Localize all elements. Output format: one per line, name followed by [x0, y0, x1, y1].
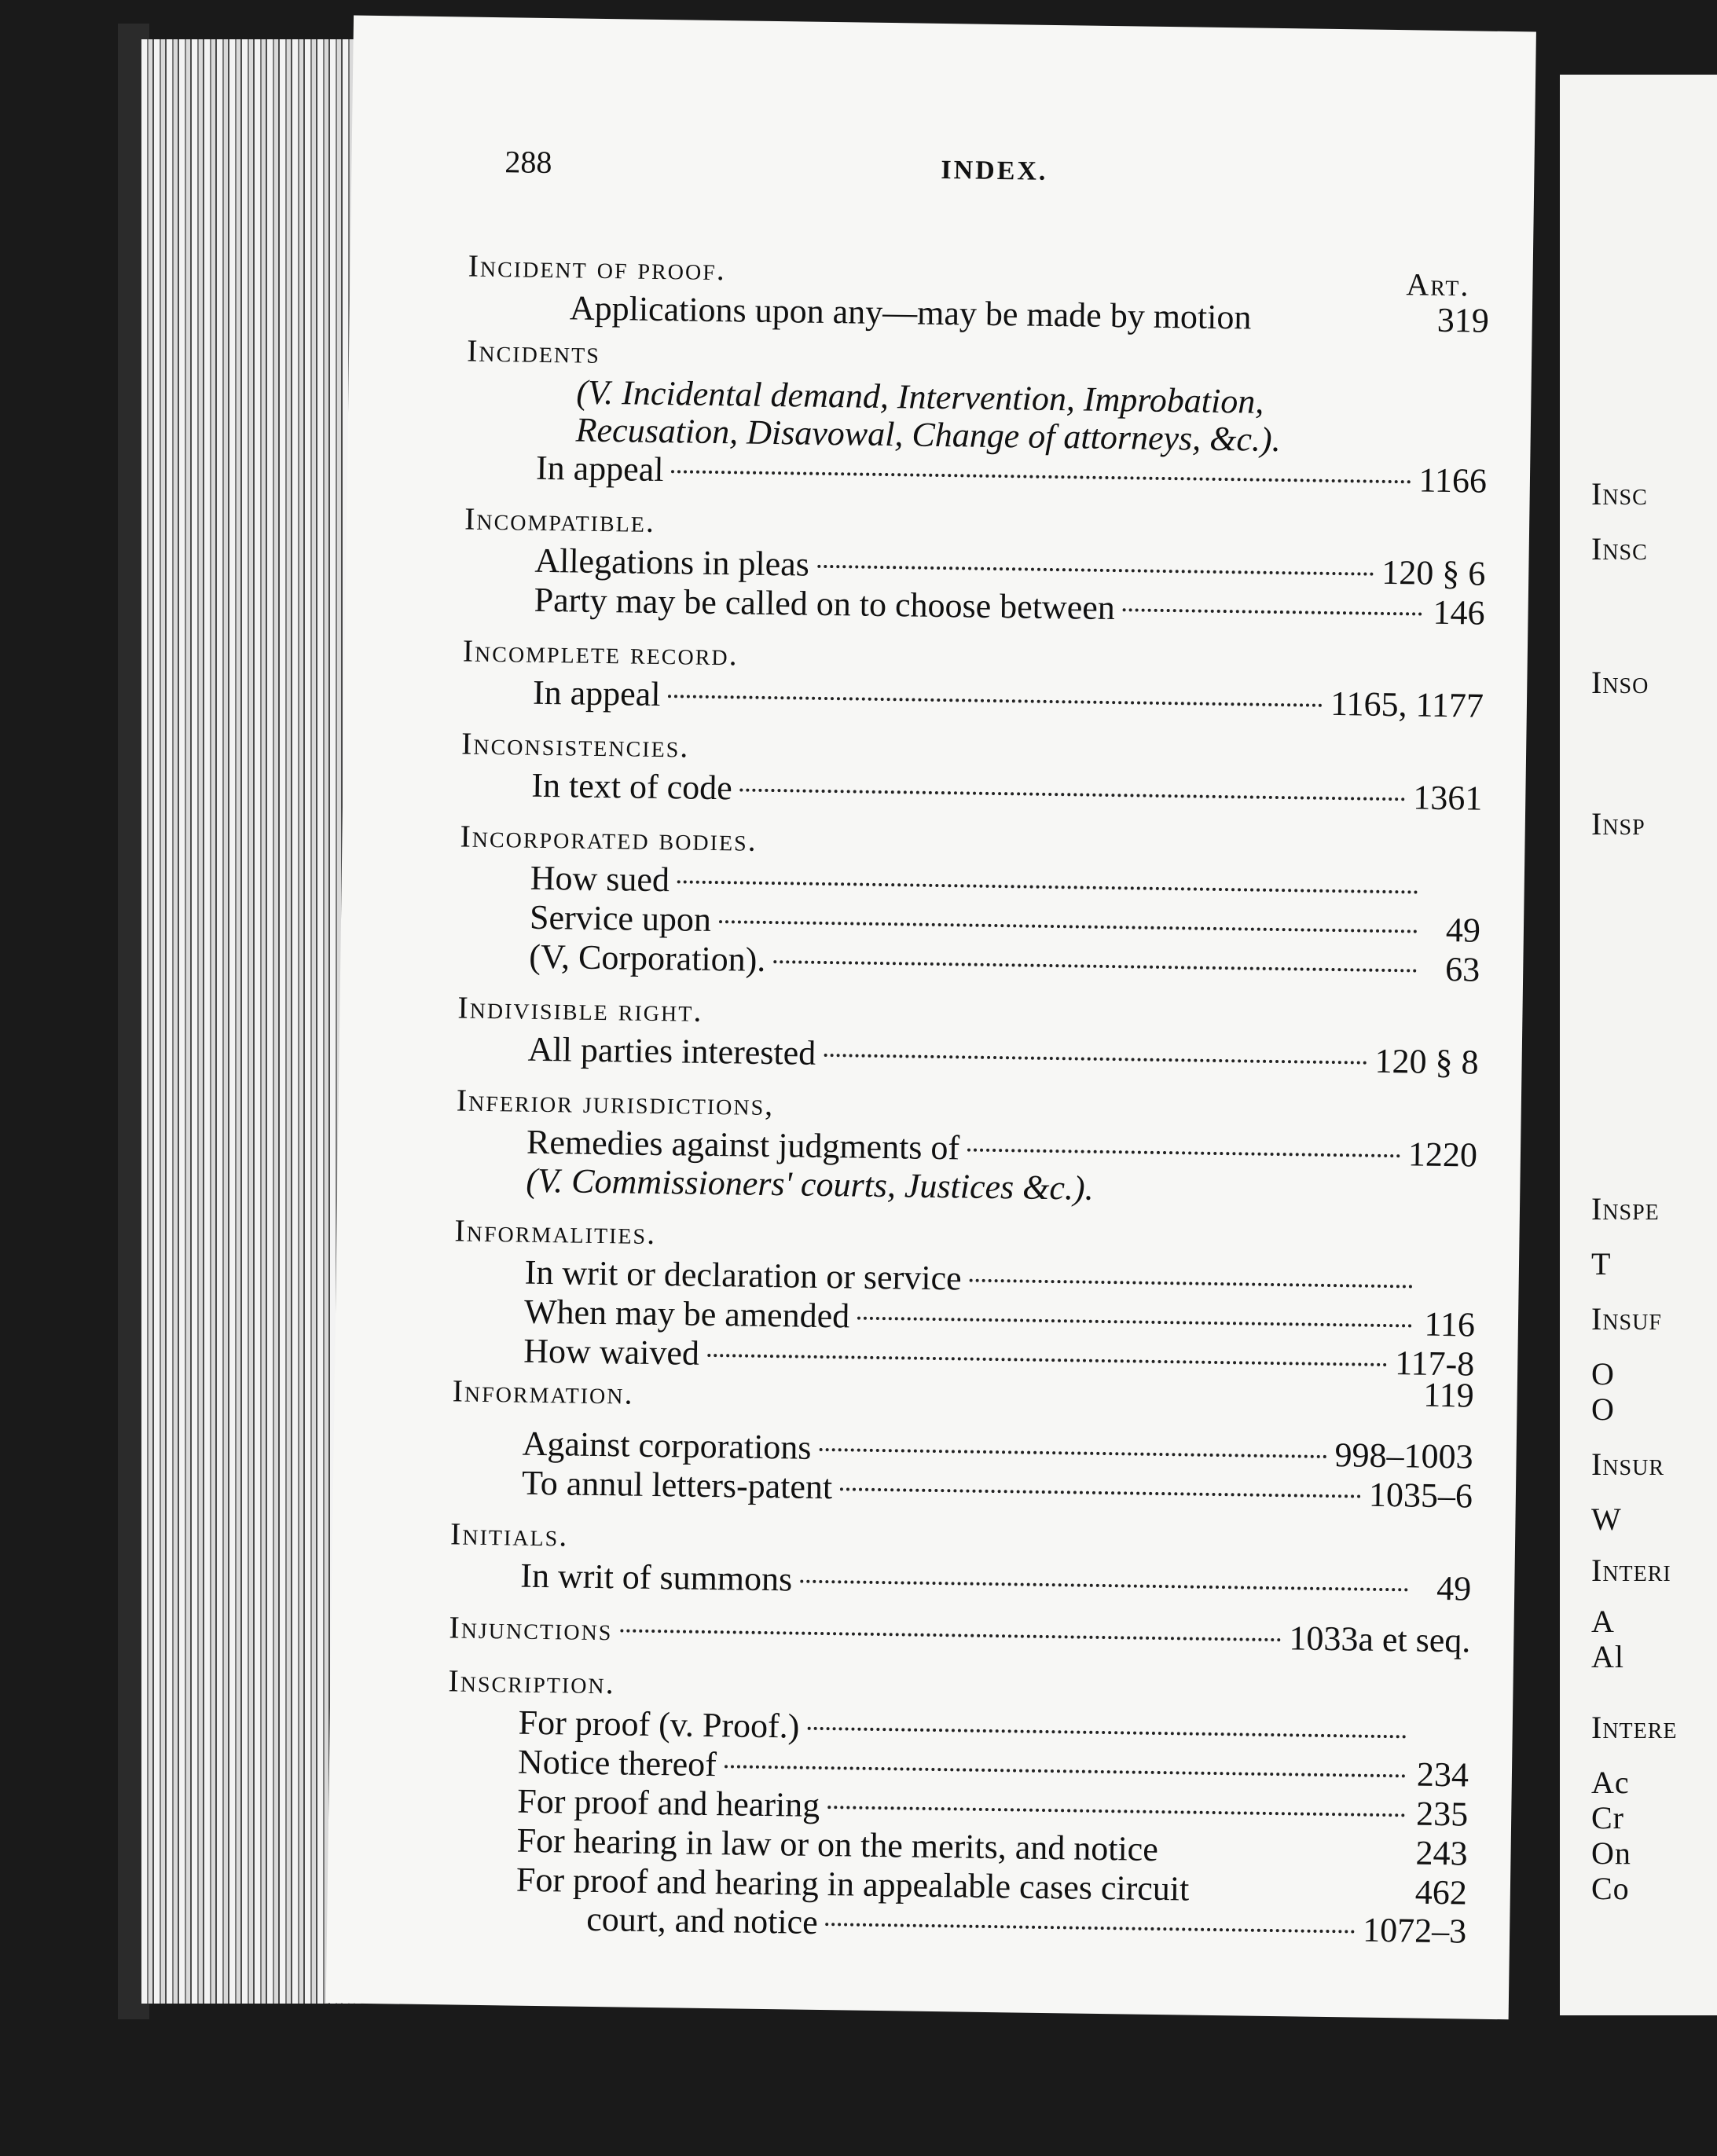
index-heading: Incident of proof.	[468, 248, 727, 288]
entry-ref: 1165, 1177	[1330, 684, 1484, 725]
entry-text: Remedies against judgments of	[526, 1122, 960, 1168]
leader-dots	[668, 695, 1323, 707]
leader-dots	[677, 880, 1418, 893]
index-heading: Inconsistencies.	[460, 725, 690, 764]
entry-text: For proof and hearing	[517, 1781, 820, 1824]
fragment: Insp	[1591, 806, 1645, 842]
leader-dots	[970, 1279, 1413, 1289]
article-column-label: Art.	[1406, 266, 1470, 303]
index-heading: Inferior jurisdictions,	[456, 1082, 775, 1123]
leader-dots	[857, 1317, 1412, 1328]
fragment: Interi	[1591, 1553, 1671, 1588]
leader-dots	[740, 788, 1406, 801]
index-heading: Informalities.	[454, 1212, 657, 1252]
running-head	[351, 141, 1535, 204]
entry-ref: 116	[1424, 1304, 1476, 1344]
entry-text: Party may be called on to choose between	[534, 580, 1116, 628]
heading-text: Injunctions	[449, 1609, 613, 1648]
entry-text: For proof (v. Proof.)	[518, 1703, 800, 1746]
page-number: 288	[504, 144, 552, 181]
entry-text: Against corporations	[522, 1424, 812, 1467]
entry-text: Service upon	[529, 897, 712, 939]
leader-dots	[824, 1054, 1367, 1065]
fragment: Insuf	[1591, 1301, 1662, 1336]
fragment: Insc	[1591, 476, 1648, 512]
entry-ref: 319	[1436, 300, 1490, 340]
entry-text: All parties interested	[527, 1029, 816, 1072]
entry-text: When may be amended	[523, 1292, 850, 1336]
fragment: Cr	[1591, 1800, 1624, 1835]
entry-ref: 120 § 6	[1381, 552, 1486, 593]
leader-dots	[826, 1923, 1356, 1933]
leader-dots	[1123, 608, 1422, 615]
entry-ref: 49	[1445, 911, 1481, 950]
index-heading: Information.	[452, 1373, 634, 1411]
index-heading: Incompatible.	[464, 500, 656, 539]
entry-text: How waived	[523, 1331, 700, 1373]
entry-text: In appeal	[532, 673, 661, 714]
index-page	[326, 15, 1536, 2019]
fragment: Co	[1591, 1871, 1630, 1906]
entry-ref: 117-8	[1394, 1344, 1475, 1384]
entry-ref: 1035–6	[1368, 1475, 1473, 1516]
entry-ref: 998–1003	[1334, 1436, 1473, 1476]
index-heading-with-ref	[449, 1605, 1471, 1663]
entry-ref: 1220	[1407, 1135, 1478, 1175]
see-also-note: (V. Incidental demand, Intervention, Improbation, Recusation, Disavowal, Change of attorneys, &c.).	[575, 372, 1281, 460]
entry-ref: 63	[1444, 950, 1480, 989]
index-heading: Inscription.	[448, 1663, 616, 1701]
fragment: O	[1591, 1356, 1615, 1392]
index-heading: Initials.	[449, 1516, 569, 1553]
index-heading: Incorporated bodies.	[460, 818, 758, 858]
entry-text: How sued	[530, 858, 670, 900]
entry-ref: 49	[1436, 1568, 1472, 1608]
entry-ref: 1072–3	[1362, 1910, 1467, 1951]
index-heading: Indivisible right.	[457, 989, 703, 1028]
entry-text: In writ or declaration or service	[524, 1252, 962, 1298]
leader-dots	[620, 1629, 1281, 1641]
index-list	[445, 245, 1490, 1951]
fragment: W	[1591, 1502, 1622, 1537]
leader-dots	[817, 565, 1374, 576]
fragment: On	[1591, 1835, 1631, 1871]
entry-ref: 234	[1416, 1754, 1469, 1795]
entry-text: For proof and hearing in appealable cases circuit	[515, 1860, 1190, 1908]
index-heading: Incomplete record.	[462, 632, 739, 673]
adjacent-page-fragment	[1560, 75, 1717, 2015]
entry-ref: 120 § 8	[1374, 1041, 1479, 1082]
entry-ref	[1420, 1296, 1475, 1297]
entry-ref: 146	[1433, 592, 1485, 632]
leader-dots	[819, 1448, 1326, 1458]
leader-dots	[707, 1354, 1387, 1366]
entry-ref: 243	[1415, 1833, 1468, 1873]
entry-text: To annul letters-patent	[521, 1463, 833, 1507]
leader-dots	[773, 960, 1417, 972]
fragment: Inso	[1591, 665, 1649, 700]
page-stack-edge	[141, 39, 361, 2004]
entry-ref: 1166	[1418, 460, 1488, 500]
entry-text: (V, Corporation).	[529, 937, 766, 979]
leader-dots	[719, 920, 1418, 933]
leader-dots	[725, 1765, 1406, 1777]
fragment: Insur	[1591, 1446, 1665, 1482]
entry-ref: 119	[1422, 1375, 1475, 1415]
entry-text: In writ of summons	[520, 1556, 793, 1599]
heading-text: Incidents	[466, 332, 601, 370]
leader-dots	[671, 470, 1411, 483]
see-also-note: (V. Commissioners' courts, Justices &c.).	[526, 1160, 1094, 1208]
leader-dots	[827, 1806, 1405, 1817]
leader-dots	[967, 1149, 1400, 1158]
leader-dots	[807, 1727, 1406, 1739]
entry-text: court, and notice	[585, 1899, 819, 1942]
fragment: T	[1591, 1246, 1612, 1282]
fragment: Intere	[1591, 1710, 1678, 1745]
fragment: A	[1591, 1604, 1615, 1639]
entry-text: In appeal	[535, 448, 664, 490]
leader-dots	[800, 1580, 1408, 1592]
entry-ref: 1361	[1412, 778, 1483, 818]
leader-dots	[840, 1487, 1361, 1498]
entry-text: For hearing in law or on the merits, and notice	[516, 1820, 1159, 1869]
entry-ref: 235	[1415, 1794, 1469, 1834]
entry-text: In text of code	[531, 765, 733, 808]
entry-text: Applications upon any—may be made by motion	[569, 288, 1252, 337]
entry-text: Allegations in pleas	[534, 541, 810, 584]
entry-ref	[1425, 902, 1480, 903]
fragment: O	[1591, 1392, 1615, 1427]
page-title: INDEX.	[941, 155, 1048, 186]
entry-text: Notice thereof	[517, 1742, 717, 1784]
fragment: Inspe	[1591, 1191, 1660, 1226]
entry-ref: 462	[1414, 1872, 1468, 1912]
entry-ref: 1033a et seq.	[1289, 1619, 1471, 1660]
fragment: Al	[1591, 1639, 1624, 1674]
fragment: Ac	[1591, 1765, 1630, 1800]
fragment: Insc	[1591, 531, 1648, 566]
